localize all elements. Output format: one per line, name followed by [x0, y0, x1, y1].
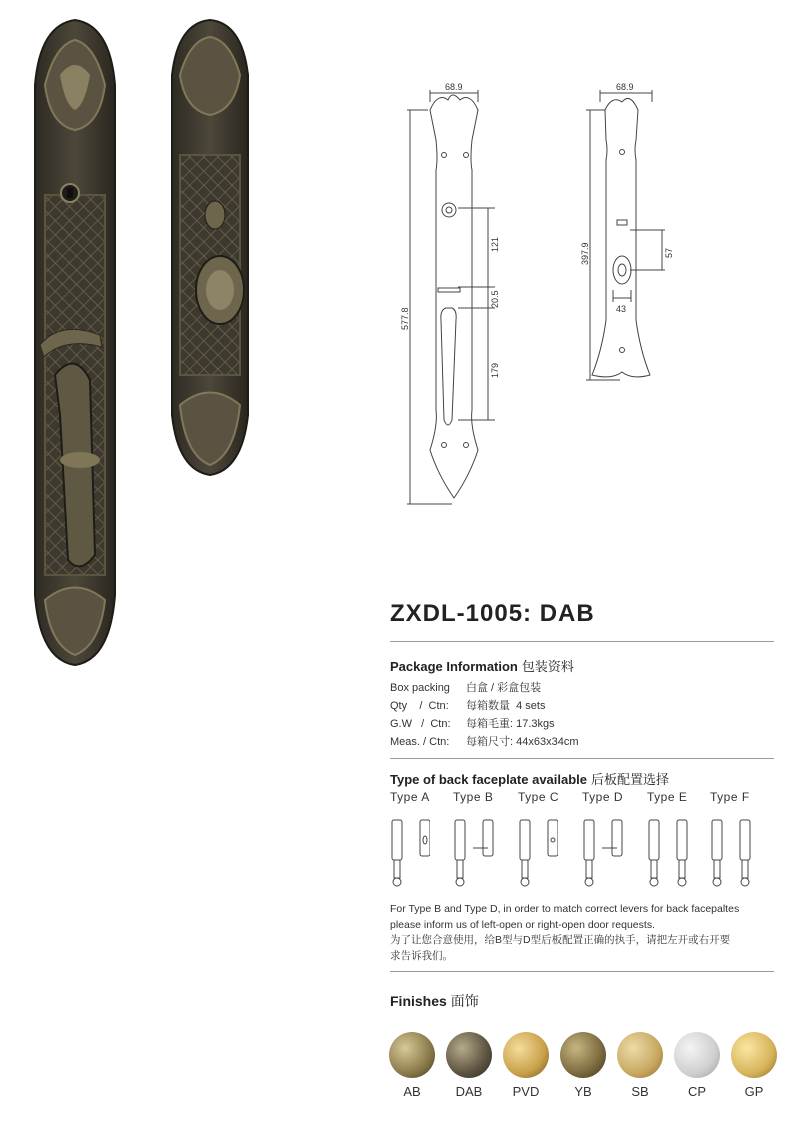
- package-row: [390, 715, 555, 731]
- finish-swatch-yb: [560, 1032, 606, 1078]
- back-plate: [172, 20, 248, 475]
- finishes-heading: [390, 991, 479, 1011]
- package-label: Meas. / Ctn:: [390, 736, 450, 748]
- finishes-heading-zh: 面饰: [450, 993, 479, 1009]
- finish-label-yb: YB: [574, 1084, 592, 1099]
- type-f-diagram: [710, 818, 755, 888]
- backplate-heading-zh: 后板配置选择: [591, 772, 670, 787]
- backplate-heading-en: Type of back faceplate available: [390, 772, 588, 787]
- type-d-diagram: [582, 818, 632, 888]
- finish-swatch-gp: [731, 1032, 777, 1078]
- front-plate: [35, 20, 115, 665]
- package-heading-zh: 包装资料: [521, 659, 574, 674]
- type-f-label: Type F: [710, 790, 750, 804]
- divider: [390, 971, 774, 972]
- dim-20-5: 20.5: [490, 290, 500, 308]
- door-direction-note: [390, 902, 774, 964]
- dim-179: 179: [490, 362, 500, 378]
- type-b-diagram: [453, 818, 503, 888]
- package-value: 白盒 / 彩盒包装: [466, 682, 542, 694]
- product-photo: [20, 15, 260, 675]
- dim-43: 43: [616, 304, 627, 314]
- package-heading: [390, 656, 574, 675]
- dim-right-width: 68.9: [616, 82, 634, 92]
- type-e-label: Type E: [647, 790, 688, 804]
- model-title: ZXDL-1005: DAB: [390, 600, 595, 627]
- dim-right-height: 397.9: [580, 242, 590, 265]
- finish-label-ab: AB: [403, 1084, 421, 1099]
- package-row: [390, 733, 578, 749]
- divider: [390, 758, 774, 759]
- package-label: Qty / Ctn:: [390, 700, 449, 712]
- divider: [390, 641, 774, 642]
- finish-swatch-dab: [446, 1032, 492, 1078]
- package-label: Box packing: [390, 682, 450, 694]
- package-value: 每箱数量 4 sets: [466, 700, 546, 712]
- package-value: 每箱尺寸: 44x63x34cm: [466, 736, 579, 748]
- finishes-heading-en: Finishes: [390, 993, 447, 1009]
- backplate-heading: [390, 769, 669, 788]
- package-row: [390, 697, 545, 713]
- type-c-diagram: [518, 818, 558, 888]
- type-b-label: Type B: [453, 790, 494, 804]
- type-c-label: Type C: [518, 790, 560, 804]
- note-zh-1: 为了让您合意使用，给B型与D型后板配置正确的执手，请把左开或右开要: [390, 934, 731, 946]
- type-d-label: Type D: [582, 790, 624, 804]
- finish-label-cp: CP: [687, 1084, 707, 1099]
- finish-label-dab: DAB: [455, 1084, 483, 1099]
- finish-swatch-sb: [617, 1032, 663, 1078]
- package-heading-en: Package Information: [390, 659, 518, 674]
- finish-swatch-pvd: [503, 1032, 549, 1078]
- finish-swatch-cp: [674, 1032, 720, 1078]
- finish-label-pvd: PVD: [512, 1084, 540, 1099]
- dimension-drawing: [400, 80, 700, 520]
- package-row: [390, 679, 541, 695]
- dim-left-height: 577.8: [400, 307, 410, 330]
- finish-label-gp: GP: [744, 1084, 764, 1099]
- note-en-1: For Type B and Type D, in order to match correct levers for back facepaltes: [390, 903, 740, 915]
- finish-label-sb: SB: [631, 1084, 649, 1099]
- package-label: G.W / Ctn:: [390, 718, 451, 730]
- type-a-label: Type A: [390, 790, 430, 804]
- package-value: 每箱毛重: 17.3kgs: [466, 718, 555, 730]
- dim-121: 121: [490, 236, 500, 252]
- type-a-diagram: [390, 818, 430, 888]
- note-en-2: please inform us of left-open or right-open door requests.: [390, 918, 655, 931]
- type-e-diagram: [647, 818, 692, 888]
- note-zh-2: 求告诉我们。: [390, 949, 453, 962]
- dim-left-width: 68.9: [445, 82, 463, 92]
- dim-57: 57: [664, 247, 674, 258]
- finish-swatch-ab: [389, 1032, 435, 1078]
